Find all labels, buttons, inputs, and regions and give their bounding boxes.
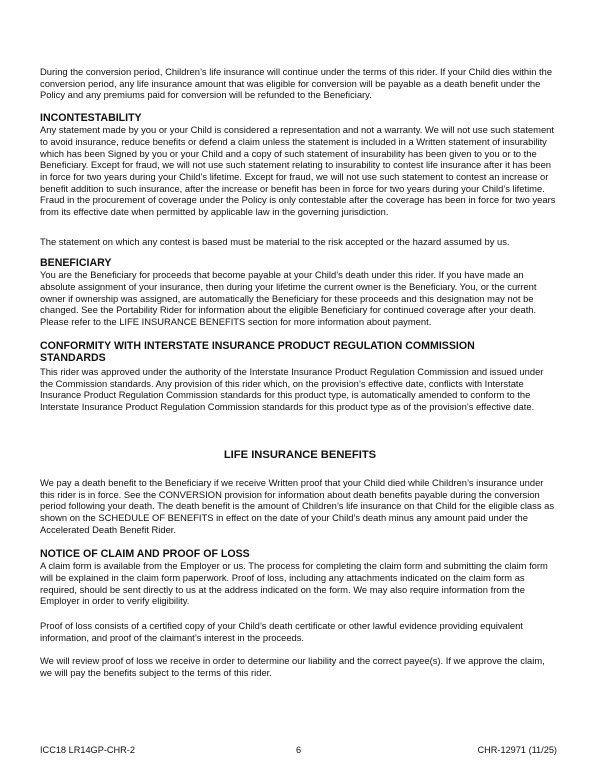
beneficiary-paragraph: You are the Beneficiary for proceeds that become payable at your Child’s death under this rider. If you have made an absolute assignment of your insurance, then during your lifetime the current owner is the Beneficiary. You, or the current owner if ownership was assigned, are automatically the Beneficiary for these proceeds and this designation may not be changed. See the Portability Rider for information about the eligible Beneficiary for continued coverage after your death. Please refer to the LIFE INSURANCE BENEFITS section for more information about payment. (40, 269, 537, 328)
life-insurance-benefits-heading: LIFE INSURANCE BENEFITS (223, 449, 377, 461)
life-benefits-section (40, 477, 558, 536)
notice-heading: NOTICE OF CLAIM AND PROOF OF LOSS (40, 548, 250, 560)
intro-section (40, 66, 558, 101)
conformity-section (40, 340, 510, 364)
incontestability-section (40, 112, 558, 218)
notice-paragraph-2: Proof of loss consists of a certified copy of your Child’s death certificate or other lawful evidence providing equivalent information, and proof of the claimant’s interest in the proceeds. (40, 620, 523, 643)
intro-paragraph: During the conversion period, Children’s life insurance will continue under the terms of this rider. If your Child dies within the conversion period, any life insurance amount that was eligible for conversion will be payable as a death benefit under the Policy and any premiums paid for conversion will be refunded to the Beneficiary. (40, 66, 553, 101)
incontestability-paragraph-1: Any statement made by you or your Child is considered a representation and not a warranty. We will not use such statement to avoid insurance, reduce benefits or defend a claim unless the statement is included in a Written statement of insurability which has been Signed by you or your Child and a copy of such statement of insurability has been given to you or to the Beneficiary. Except for fraud, we will not use such statement relating to insurability to contest life insurance after it has been in force for two years during your Child’s lifetime. Except for fraud, we will not use such statement to contest an increase or benefit addition to such insurance, after the increase or benefit has been in force for two years during your Child’s lifetime. Fraud in the procurement of coverage under the Policy is only contestable after the coverage has been in force for two years from its effective date when permitted by applicable law in the governing jurisdiction. (40, 124, 556, 218)
notice-paragraph-3: We will review proof of loss we receive in order to determine our liability and the correct payee(s). If we approve the claim, we will pay the benefits subject to the terms of this rider. (40, 655, 545, 678)
life-benefits-paragraph: We pay a death benefit to the Beneficiary if we receive Written proof that your Child died while Children’s insurance under this rider is in force. See the CONVERSION provision for information about death benefits payable during the conversion period following your death. The death benefit is the amount of Children’s life insurance on that Child for the eligible class as shown on the SCHEDULE OF BENEFITS in effect on the date of your Child’s death minus any amount paid under the Accelerated Death Benefit Rider. (40, 477, 555, 535)
footer-page-number: 6 (296, 745, 302, 755)
conformity-paragraph: This rider was approved under the authority of the Interstate Insurance Product Regulation Commission and issued under the Commission standards. Any provision of this rider which, on the provision’s effective date, conflicts with Interstate Insurance Product Regulation Commission standards for this product type, is automatically amended to conform to the Interstate Insurance Product Regulation Commission standards for this product type as of the provision’s effective date. (40, 366, 544, 413)
notice-paragraph-1: A claim form is available from the Employer or us. The process for completing the claim form and submitting the claim form will be explained in the claim form paperwork. Proof of loss, including any attachments indicated on the claim form as required, should be sent directly to us at the address indicated on the form. We may also require information from the Employer in order to verify eligibility. (40, 560, 548, 607)
conformity-heading: CONFORMITY WITH INTERSTATE INSURANCE PRODUCT REGULATION COMMISSION STANDARDS (40, 340, 475, 365)
conformity-body (40, 366, 558, 413)
beneficiary-heading: BENEFICIARY (40, 257, 112, 269)
notice-section-2 (40, 620, 558, 643)
notice-section-3 (40, 655, 558, 678)
incontestability-section-2 (40, 236, 558, 248)
notice-section (40, 548, 558, 607)
footer-form-code: CHR-12971 (11/25) (477, 745, 557, 755)
footer-form-number: ICC18 LR14GP-CHR-2 (40, 745, 135, 755)
incontestability-paragraph-2: The statement on which any contest is based must be material to the risk accepted or the hazard assumed by us. (40, 236, 510, 247)
incontestability-heading: INCONTESTABILITY (40, 112, 142, 124)
beneficiary-section (40, 257, 558, 328)
